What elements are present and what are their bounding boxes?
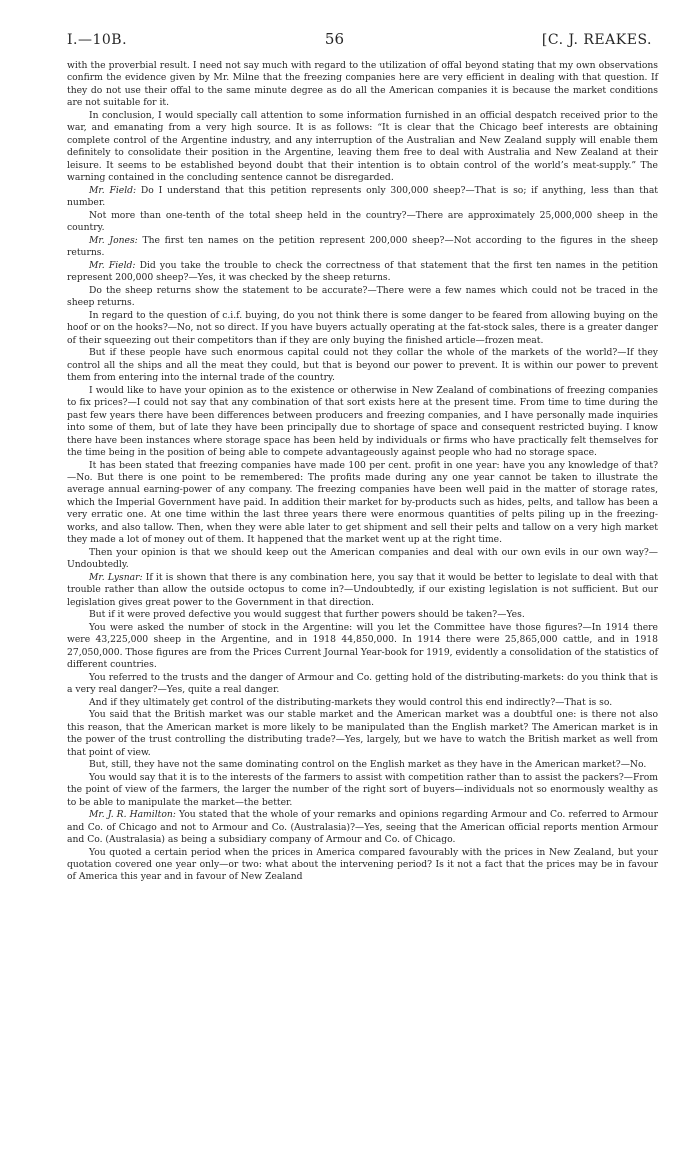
speaker-name: Mr. Field: <box>89 259 136 271</box>
document-reference: I.—10B. <box>67 32 128 48</box>
paragraph: But, still, they have not the same dominating control on the English market as they have in the American market?—No. <box>89 759 647 771</box>
speaker-name: Mr. Field: <box>89 184 137 196</box>
paragraph: In regard to the question of c.i.f. buying, do you not think there is some danger to be feared from allowing buying on the hoof or on the hooks?—No, not so direct. If you have buyers actually operating at the fat-stock sales, there is a greater danger of their squeezing out their competitors than if they are only buying the finished article—frozen meat. <box>67 309 658 346</box>
paragraph: You were asked the number of stock in the Argentine: will you let the Committee have those figures?—In 1914 there were 43,225,000 sheep in the Argentine, and in 1918 44,850,000. In 1914 there were 25,865,000 cattle, and in 1918 27,050,000. Those figures are from the Prices Current Journal Year-book for 1919, evidently a consolidation of the statistics of different countries. <box>67 621 658 671</box>
witness-name: [C. J. REAKES. <box>541 32 652 48</box>
paragraph: You would say that it is to the interests of the farmers to assist with competition rather than to assist the packers?—From the point of view of the farmers, the larger the number of the right sort of buyers—individuals not so enormously wealthy as to be able to manipulate the market—the better. <box>67 771 658 808</box>
paragraph: with the proverbial result. I need not say much with regard to the utilization of offal beyond stating that my own observations confirm the evidence given by Mr. Milne that the freezing companies here are very efficient in dealing with that question. If they do not use their offal to the same minute degree as do all the American companies it is because the market conditions are not suitable for it. <box>67 60 658 109</box>
page-number: 56 <box>324 30 345 48</box>
speaker-name: Mr. Jones: <box>89 234 138 246</box>
page-header <box>67 30 658 48</box>
paragraph: You said that the British market was our stable market and the American market was a doubtful one: is there not also this reason, that the American market is more likely to be manipulated than the English market? The American market is in the power of the trust controlling the distributing trade?—Yes, largely, but we have to watch the British market as well from that point of view. <box>67 709 658 758</box>
document-body <box>67 60 658 884</box>
paragraph: Mr. Jones: The first ten names on the petition represent 200,000 sheep?—Not according to the figures in the sheep returns. <box>67 234 659 259</box>
paragraph: And if they ultimately get control of the distributing-markets they would control this end indirectly?—That is so. <box>89 696 613 708</box>
paragraph: In conclusion, I would specially call attention to some information furnished in an official despatch received prior to the war, and emanating from a very high source. It is as follows: “It is clear that the Chicago beef interests are obtaining complete control of the Argentine industry, and any interruption of the Australian and New Zealand supply will enable them definitely to consolidate their position in the Argentine, leaving them free to deal with Australia and New Zealand at their leisure. It seems to be established beyond doubt that their intention is to obtain control of the world’s meat-supply.” The warning contained in the concluding sentence cannot be disregarded. <box>67 109 658 184</box>
paragraph: Mr. J. R. Hamilton: You stated that the whole of your remarks and opinions regarding Armour and Co. referred to Armour and Co. of Chicago and not to Armour and Co. (Australasia)?—Yes, seeing that the American official reports mention Armour and Co. (Australasia) as being a subsidiary company of Armour and Co. of Chicago. <box>67 809 659 846</box>
paragraph: It has been stated that freezing companies have made 100 per cent. profit in one year: have you any knowledge of that?—No. But there is one point to be remembered: The profits made during any one year cannot be taken to illustrate the average annual earning-power of any company. The freezing companies have been well paid in the matter of storage rates, which the Imperial Government have paid. In addition their market for by-products such as hides, pelts, and tallow has been a very erratic one. At one time within the last three years there were enormous quantities of pelts piling up in the freezing-works, and also tallow. Then, when they were able later to get shipment and sell their pelts and tallow on a very high market they made a lot of money out of them. It happened that the market went up at the right time. <box>67 459 658 546</box>
paragraph: You referred to the trusts and the danger of Armour and Co. getting hold of the distributing-markets: do you think that is a very real danger?—Yes, quite a real danger. <box>67 671 658 696</box>
paragraph: Do the sheep returns show the statement to be accurate?—There were a few names which could not be traced in the sheep returns. <box>67 284 658 309</box>
paragraph: Mr. Lysnar: If it is shown that there is any combination here, you say that it would be better to legislate to deal with that trouble rather than allow the outside octopus to come in?—Undoubtedly, if our existing legislation is not sufficient. But our legislation gives great power to the Government in that direction. <box>67 571 658 608</box>
paragraph: I would like to have your opinion as to the existence or otherwise in New Zealand of combinations of freezing companies to fix prices?—I could not say that any combination of that sort exists here at the present time. From time to time during the past few years there have been differences between producers and freezing companies, and I have personally made inquiries into some of them, but of late they have been principally due to shortage of space and consequent restricted buying. I know there have been instances where storage space has been held by individuals or firms who have practically felt themselves for the time being in the position of being able to compete advantageously against people who had no storage space. <box>67 384 658 459</box>
paragraph: Then your opinion is that we should keep out the American companies and deal with our own evils in our own way?—Undoubtedly. <box>67 546 658 571</box>
paragraph: Mr. Field: Did you take the trouble to check the correctness of that statement that the first ten names in the petition represent 200,000 sheep?—Yes, it was checked by the sheep returns. <box>67 259 659 284</box>
speaker-name: Mr. Lysnar: <box>89 571 143 583</box>
speaker-name: Mr. J. R. Hamilton: <box>89 809 176 821</box>
paragraph: You quoted a certain period when the prices in America compared favourably with the prices in New Zealand, but your quotation covered one year only—or two: what about the intervening period? Is it not a fact that the prices may be in favour of America this year and in favour of New Zealand <box>67 846 658 883</box>
paragraph: Mr. Field: Do I understand that this petition represents only 300,000 sheep?—That is so; if anything, less than that number. <box>67 184 659 209</box>
paragraph: Not more than one-tenth of the total sheep held in the country?—There are approximately 25,000,000 sheep in the country. <box>67 209 658 234</box>
paragraph: But if it were proved defective you would suggest that further powers should be taken?—Yes. <box>89 609 525 621</box>
paragraph: But if these people have such enormous capital could not they collar the whole of the markets of the world?—If they control all the ships and all the meat they could, but that is beyond our power to prevent. It is within our power to prevent them from entering into the internal trade of the country. <box>67 347 658 384</box>
